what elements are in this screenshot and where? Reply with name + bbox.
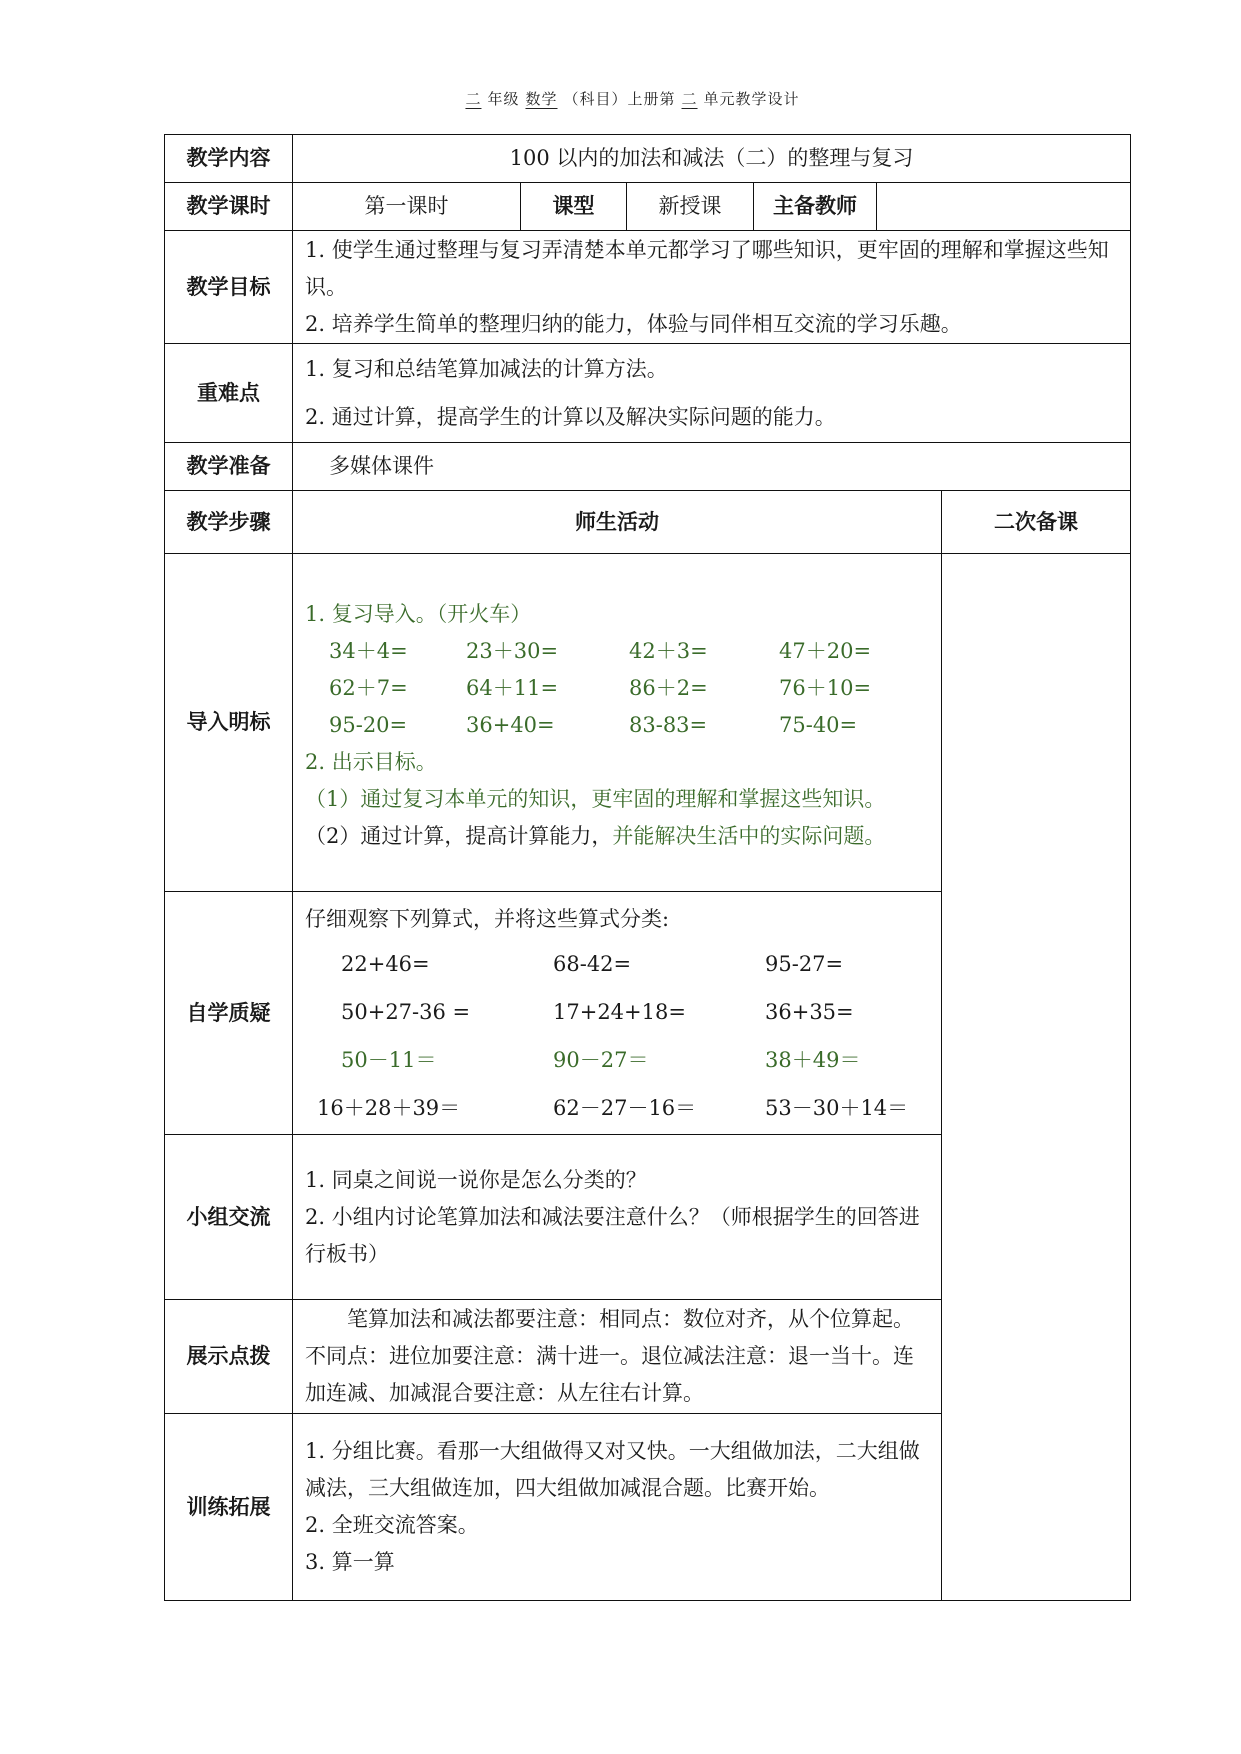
intro-cell xyxy=(293,554,942,892)
group-label: 小组交流 xyxy=(165,1135,293,1300)
keypoint-item: 2. 通过计算，提高学生的计算以及解决实际问题的能力。 xyxy=(305,405,836,429)
type-label: 课型 xyxy=(521,183,627,231)
notes-header: 二次备课 xyxy=(942,491,1131,554)
self-study-expr: 38＋49＝ xyxy=(765,1047,861,1072)
self-study-expr: 17+24+18= xyxy=(553,999,686,1024)
content-label: 教学内容 xyxy=(165,135,293,183)
intro-goal2-b: 并能解决生活中的实际问题。 xyxy=(612,824,886,848)
activity-header: 师生活动 xyxy=(293,491,942,554)
goal-item: 1. 使学生通过整理与复习弄清楚本单元都学习了哪些知识，更牢固的理解和掌握这些知识。 xyxy=(305,237,1109,299)
intro-expr: 23＋30= xyxy=(466,639,559,663)
row-steps-header xyxy=(165,491,1131,554)
practice-cell xyxy=(293,1414,942,1601)
notes-cell xyxy=(942,554,1131,1601)
self-study-grid-a xyxy=(305,940,929,1036)
intro-expr: 86＋2= xyxy=(629,676,708,700)
keypoints-label: 重难点 xyxy=(165,344,293,443)
prep-value: 多媒体课件 xyxy=(293,443,1131,491)
row-keypoints xyxy=(165,344,1131,443)
intro-expr: 34＋4= xyxy=(329,639,408,663)
show-text: 笔算加法和减法都要注意：相同点：数位对齐，从个位算起。不同点：进位加要注意：满十进一。退位减法注意：退一当十。连加连减、加减混合要注意：从左往右计算。 xyxy=(293,1300,942,1414)
intro-expr: 64＋11= xyxy=(466,676,559,700)
self-study-expr: 22+46= xyxy=(341,951,430,976)
intro-expr-grid xyxy=(305,633,929,744)
self-study-intro: 仔细观察下列算式，并将这些算式分类: xyxy=(305,906,670,931)
goals-cell xyxy=(293,231,1131,344)
keypoints-cell xyxy=(293,344,1131,443)
teacher-value xyxy=(877,183,1131,231)
keypoint-item: 1. 复习和总结笔算加减法的计算方法。 xyxy=(305,357,668,381)
show-label: 展示点拨 xyxy=(165,1300,293,1414)
intro-expr: 95-20= xyxy=(329,713,408,737)
goal-item: 2. 培养学生简单的整理归纳的能力，体验与同伴相互交流的学习乐趣。 xyxy=(305,311,962,336)
intro-expr: 42＋3= xyxy=(629,639,708,663)
intro-expr: 47＋20= xyxy=(779,639,872,663)
intro-expr: 76＋10= xyxy=(779,676,872,700)
header-unit: 二 xyxy=(681,90,698,108)
goals-label: 教学目标 xyxy=(165,231,293,344)
self-study-grid-c xyxy=(305,1084,929,1132)
self-study-label: 自学质疑 xyxy=(165,892,293,1135)
intro-goal2 xyxy=(305,818,929,855)
prep-label: 教学准备 xyxy=(165,443,293,491)
header-subject-suffix: （科目）上册第 xyxy=(563,90,676,108)
practice-item: 2. 全班交流答案。 xyxy=(305,1513,479,1537)
intro-expr: 83-83= xyxy=(629,713,708,737)
header-unit-suffix: 单元教学设计 xyxy=(703,90,800,108)
self-study-expr: 16＋28＋39＝ xyxy=(317,1095,461,1120)
page-header xyxy=(0,88,1241,109)
self-study-expr: 36+35= xyxy=(765,999,854,1024)
self-study-expr: 50－11＝ xyxy=(341,1047,437,1072)
row-intro xyxy=(165,554,1131,892)
header-grade-suffix: 年级 xyxy=(487,90,520,108)
intro-goal1: （1）通过复习本单元的知识，更牢固的理解和掌握这些知识。 xyxy=(305,787,886,811)
intro-expr: 36+40= xyxy=(466,713,555,737)
group-item: 1. 同桌之间说一说你是怎么分类的？ xyxy=(305,1167,647,1192)
intro-expr: 75-40= xyxy=(779,713,858,737)
practice-item: 1. 分组比赛。看那一大组做得又对又快。一大组做加法，二大组做减法，三大组做连加，四大组做加减混合题。比赛开始。 xyxy=(305,1439,920,1500)
header-subject: 数学 xyxy=(525,90,558,108)
self-study-grid-b xyxy=(305,1036,929,1084)
group-item: 2. 小组内讨论笔算加法和减法要注意什么？（师根据学生的回答进行板书） xyxy=(305,1204,920,1266)
intro-line2: 2. 出示目标。 xyxy=(305,750,437,774)
row-content xyxy=(165,135,1131,183)
content-value: 100 以内的加法和减法（二）的整理与复习 xyxy=(293,135,1131,183)
intro-line1: 1. 复习导入。（开火车） xyxy=(305,602,532,626)
intro-expr: 62＋7= xyxy=(329,676,408,700)
self-study-expr: 90－27＝ xyxy=(553,1047,649,1072)
intro-goal2-a: （2）通过计算，提高计算能力， xyxy=(305,824,613,848)
header-grade: 二 xyxy=(465,90,482,108)
practice-label: 训练拓展 xyxy=(165,1414,293,1601)
lesson-plan-table xyxy=(164,134,1131,1601)
practice-item: 3. 算一算 xyxy=(305,1550,395,1574)
row-goals xyxy=(165,231,1131,344)
teacher-label: 主备教师 xyxy=(754,183,877,231)
steps-label: 教学步骤 xyxy=(165,491,293,554)
group-cell xyxy=(293,1135,942,1300)
self-study-cell xyxy=(293,892,942,1135)
intro-label: 导入明标 xyxy=(165,554,293,892)
row-prep xyxy=(165,443,1131,491)
type-value: 新授课 xyxy=(627,183,754,231)
self-study-expr: 53－30＋14＝ xyxy=(765,1095,909,1120)
period-label: 教学课时 xyxy=(165,183,293,231)
self-study-expr: 50+27-36 = xyxy=(341,999,471,1024)
self-study-expr: 68-42= xyxy=(553,951,632,976)
row-period xyxy=(165,183,1131,231)
self-study-expr: 95-27= xyxy=(765,951,844,976)
self-study-expr: 62－27－16＝ xyxy=(553,1095,697,1120)
period-value: 第一课时 xyxy=(293,183,521,231)
